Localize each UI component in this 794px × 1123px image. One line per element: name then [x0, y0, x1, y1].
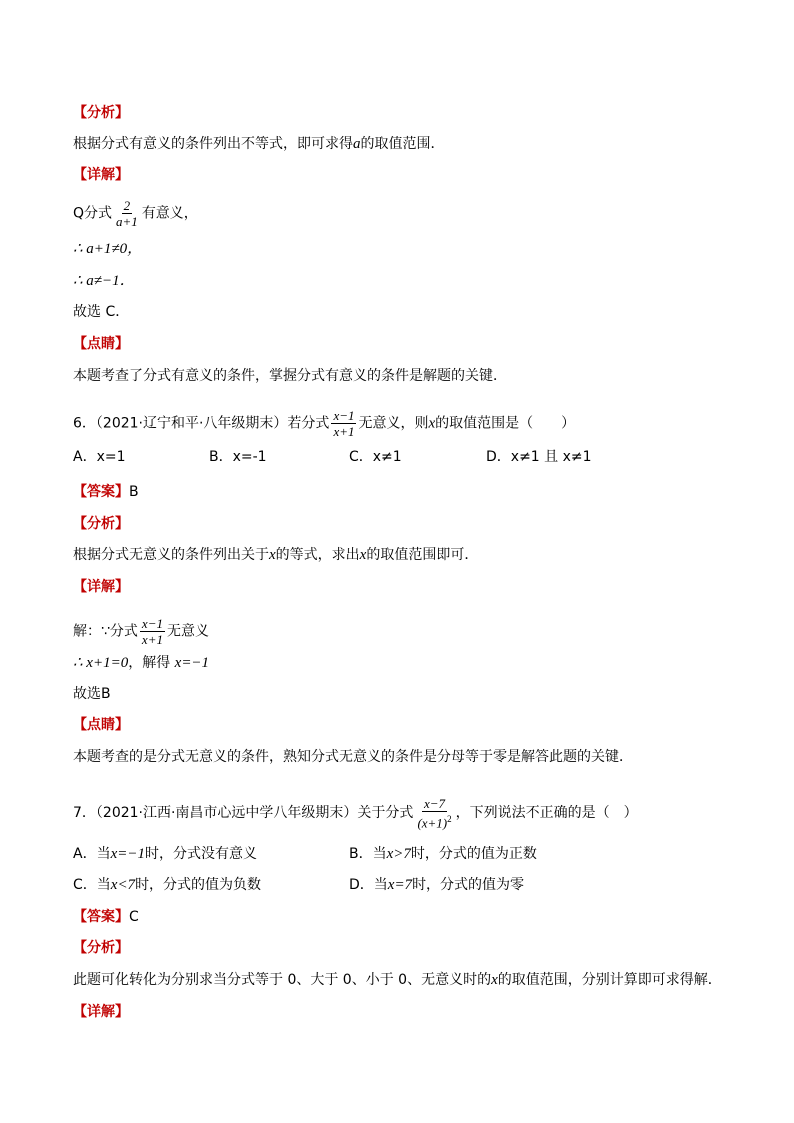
answer-value: B	[129, 484, 139, 500]
stem-text: 无意义，则	[358, 415, 429, 432]
option-text: 时，分式的值为零	[412, 877, 525, 893]
math-expr: ∴ x+1=0	[73, 655, 129, 671]
option-b[interactable]: B．x=-1	[209, 449, 267, 465]
option-text: A．当	[73, 846, 111, 862]
analysis-text-part: 的取值范围．	[360, 136, 445, 152]
math-var: x	[428, 415, 436, 432]
math-expr: x>7	[386, 846, 411, 862]
fraction-numerator: x−7	[424, 796, 446, 811]
option-text: C．当	[73, 877, 111, 893]
math-var: x	[359, 547, 367, 563]
analysis-label: 【分析】	[73, 516, 129, 532]
analysis-label: 【分析】	[73, 940, 129, 956]
analysis-text-part: 此题可化转化为分别求当分式等于 0、大于 0、小于 0、无意义时的	[73, 972, 492, 988]
option-d[interactable]: D．x≠1 且 x≠1	[486, 449, 592, 465]
fraction	[140, 616, 165, 647]
math-var: a	[353, 136, 361, 152]
solution-step	[73, 654, 209, 672]
option-text: D．当	[349, 877, 388, 893]
fraction-numerator: x−1	[141, 616, 163, 631]
solution-step	[73, 198, 198, 229]
analysis-text-part: 根据分式有意义的条件列出不等式，即可求得	[73, 136, 353, 152]
comment-text: 本题考查的是分式无意义的条件，熟知分式无意义的条件是分母等于零是解答此题的关键．	[73, 749, 633, 765]
analysis-text	[73, 135, 445, 153]
fraction-denominator: x+1	[141, 632, 163, 647]
math-var: x	[269, 547, 276, 563]
option-text: B．当	[349, 846, 387, 862]
solution-step: ∴ a≠−1．	[73, 273, 135, 289]
solution-step: ∴ a+1≠0，	[73, 241, 143, 257]
detail-label: 【详解】	[73, 579, 129, 595]
analysis-text-part: 的取值范围即可．	[366, 547, 479, 563]
math-var: x	[491, 972, 498, 988]
math-expr: x=−1	[174, 655, 210, 671]
analysis-label: 【分析】	[73, 105, 129, 121]
answer-line	[73, 483, 139, 501]
denominator-base: (x+1)	[417, 815, 448, 831]
answer-value: C	[129, 909, 139, 925]
step-text: Q分式	[73, 205, 113, 222]
analysis-text-part: 根据分式无意义的条件列出关于	[73, 547, 269, 563]
option-text: 时，分式的值为负数	[135, 877, 262, 893]
answer-label: 【答案】	[73, 909, 129, 925]
stem-text: 6．（2021·辽宁和平·八年级期末）若分式	[73, 415, 330, 432]
step-text: 有意义，	[141, 205, 198, 222]
option-a[interactable]	[73, 845, 257, 863]
conclusion: 故选B	[73, 686, 111, 702]
analysis-text-part: 的取值范围，分别计算即可求得解．	[497, 972, 722, 988]
stem-text: 的取值范围是（ ）	[435, 415, 576, 432]
fraction	[415, 796, 453, 830]
option-b[interactable]	[349, 845, 537, 863]
answer-label: 【答案】	[73, 484, 129, 500]
analysis-text	[73, 546, 478, 564]
option-c[interactable]	[73, 876, 261, 894]
step-text: 无意义	[166, 623, 209, 640]
stem-text: ，下列说法不正确的是（ ）	[455, 805, 638, 822]
detail-label: 【详解】	[73, 167, 129, 183]
detail-label: 【详解】	[73, 1004, 129, 1020]
comment-label: 【点睛】	[73, 717, 129, 733]
step-text: 解：∵分式	[73, 623, 138, 640]
analysis-text	[73, 971, 722, 989]
answer-line	[73, 908, 139, 926]
option-text: 时，分式没有意义	[144, 846, 257, 862]
solution-step	[73, 616, 209, 647]
comment-label: 【点睛】	[73, 336, 129, 352]
fraction-denominator: x+1	[333, 424, 355, 439]
option-text: 时，分式的值为正数	[410, 846, 537, 862]
fraction-denominator	[415, 812, 453, 830]
fraction	[331, 408, 356, 439]
option-c[interactable]: C．x≠1	[349, 449, 402, 465]
fraction-numerator: x−1	[333, 408, 355, 423]
question-stem	[73, 796, 638, 830]
denominator-exponent: 2	[447, 814, 452, 824]
question-stem	[73, 408, 575, 439]
stem-text: 7．（2021·江西·南昌市心远中学八年级期末）关于分式	[73, 805, 414, 822]
math-expr: x=−1	[110, 846, 145, 862]
fraction	[114, 198, 140, 229]
fraction-denominator: a+1	[116, 214, 138, 229]
comment-text: 本题考查了分式有意义的条件，掌握分式有意义的条件是解题的关键．	[73, 368, 507, 384]
conclusion: 故选 C．	[73, 304, 130, 320]
analysis-text-part: 的等式，求出	[275, 547, 360, 563]
fraction-numerator: 2	[123, 198, 131, 213]
math-expr: x<7	[110, 877, 136, 893]
math-expr: x=7	[387, 877, 413, 893]
step-text: ，解得	[128, 655, 171, 671]
option-a[interactable]: A．x=1	[73, 449, 126, 465]
option-d[interactable]	[349, 876, 524, 894]
